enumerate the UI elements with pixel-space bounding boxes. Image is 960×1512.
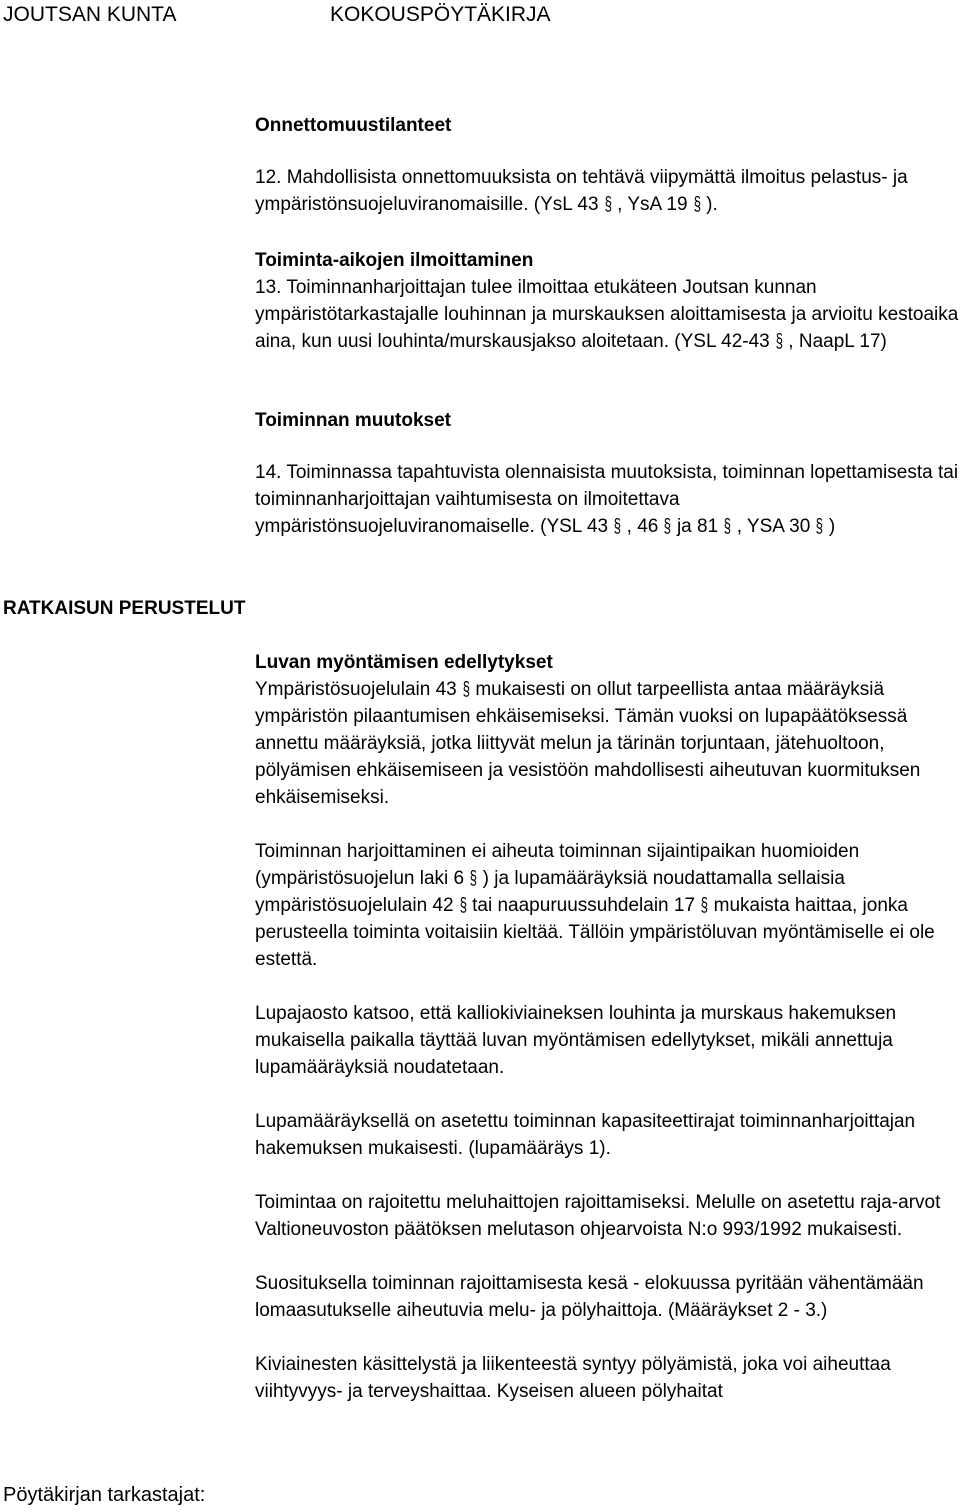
- grounds-paragraph-6: Suosituksella toiminnan rajoittamisesta kesä - elokuussa pyritään vähentämään lomaasutukselle aiheutuvia melu- ja pölyhaittoja. (Määräykset 2 - 3.): [255, 1273, 924, 1321]
- header-doc-type: KOKOUSPÖYTÄKIRJA: [330, 3, 551, 26]
- accidents-section: [255, 112, 960, 218]
- item-12: 12. Mahdollisista onnettomuuksista on tehtävä viipymättä ilmoitus pelastus- ja ympäristönsuojeluviranomaisille. (YsL 43 § , YsA 19 § ).: [255, 167, 908, 215]
- notification-heading: Toiminta-aikojen ilmoittaminen: [255, 250, 534, 271]
- grounds-section: [255, 649, 960, 1405]
- notification-section: [255, 247, 960, 355]
- grounds-paragraph-7: Kiviainesten käsittelystä ja liikenteestä syntyy pölyämistä, joka voi aiheuttaa viihtyvyys- ja terveyshaittaa. Kyseisen alueen pölyhaitat: [255, 1354, 891, 1402]
- changes-heading: Toiminnan muutokset: [255, 410, 451, 431]
- item-14: 14. Toiminnassa tapahtuvista olennaisista muutoksista, toiminnan lopettamisesta tai toiminnanharjoittajan vaihtumisesta on ilmoitettava ympäristönsuojeluviranomaiselle. (YSL 43 § , 46 § ja 81 § , YSA 30 § ): [255, 462, 959, 537]
- grounds-heading: Luvan myöntämisen edellytykset: [255, 652, 553, 673]
- grounds-side-label: RATKAISUN PERUSTELUT: [3, 598, 246, 619]
- grounds-paragraph-3: Lupajaosto katsoo, että kalliokiviaineksen louhinta ja murskaus hakemuksen mukaisella paikalla täyttää luvan myöntämisen edellytykset, mikäli annettuja lupamääräyksiä noudatetaan.: [255, 1003, 897, 1078]
- grounds-paragraph-1: Ympäristösuojelulain 43 § mukaisesti on ollut tarpeellista antaa määräyksiä ympäristön pilaantumisen ehkäisemiseksi. Tämän vuoksi on lupapäätöksessä annettu määräyksiä, jotka liittyvät melun ja tärinän torjuntaan, jätehuoltoon, pölyämisen ehkäisemiseen ja vesistöön mahdollisesti aiheutuvan kuormituksen ehkäisemiseksi.: [255, 679, 921, 808]
- grounds-paragraph-2: Toiminnan harjoittaminen ei aiheuta toiminnan sijaintipaikan huomioiden (ympäristösuojelun laki 6 § ) ja lupamääräyksiä noudattamalla sellaisia ympäristösuojelulain 42 § tai naapuruussuhdelain 17 § mukaista haittaa, jonka perusteella toiminta voitaisiin kieltää. Tällöin ympäristöluvan myöntämiselle ei ole estettä.: [255, 841, 935, 970]
- grounds-paragraph-4: Lupamääräyksellä on asetettu toiminnan kapasiteettirajat toiminnanharjoittajan hakemuksen mukaisesti. (lupamääräys 1).: [255, 1111, 916, 1159]
- item-13: 13. Toiminnanharjoittajan tulee ilmoittaa etukäteen Joutsan kunnan ympäristötarkastajalle louhinnan ja murskauksen aloittamisesta ja arvioitu kestoaika aina, kun uusi louhinta/murskausjakso aloitetaan. (YSL 42-43 § , NaapL 17): [255, 277, 959, 352]
- changes-section: [255, 407, 960, 540]
- header-org: JOUTSAN KUNTA: [3, 3, 177, 26]
- footer-inspectors-label: Pöytäkirjan tarkastajat:: [3, 1484, 206, 1506]
- accidents-heading: Onnettomuustilanteet: [255, 115, 452, 136]
- grounds-paragraph-5: Toimintaa on rajoitettu meluhaittojen rajoittamiseksi. Melulle on asetettu raja-arvot Valtioneuvoston päätöksen melutason ohjearvoista N:o 993/1992 mukaisesti.: [255, 1192, 941, 1240]
